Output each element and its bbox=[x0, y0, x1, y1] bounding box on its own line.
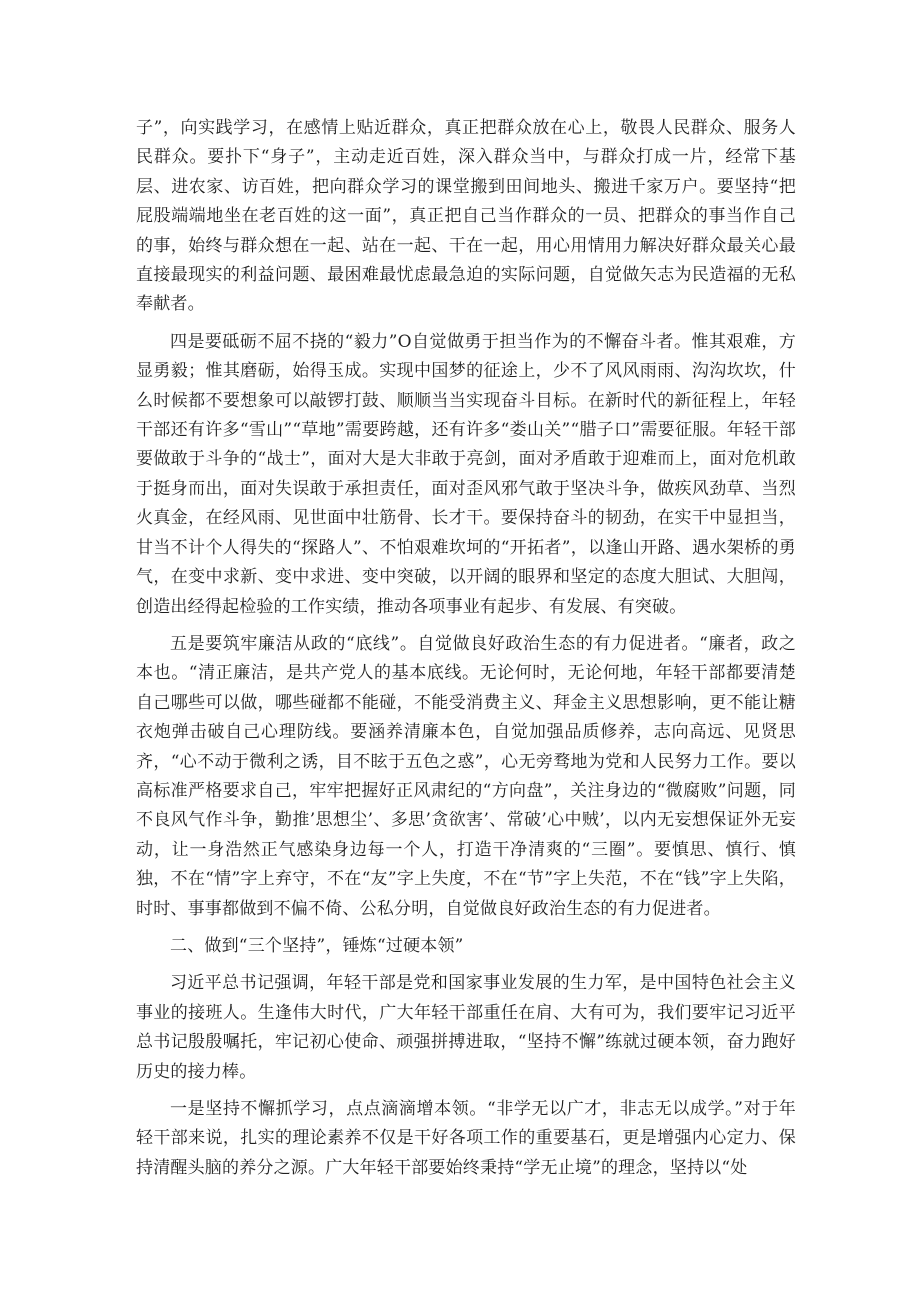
section-heading: 二、做到“三个坚持”，锤炼“过硬本领” bbox=[170, 935, 464, 956]
document-body bbox=[136, 114, 796, 1191]
paragraph-section-intro: 习近平总书记强调，年轻干部是党和国家事业发展的生力军，是中国特色社会主义事业的接班人。生逢伟大时代，广大年轻干部重任在肩、大有可为，我们要牢记习近平总书记殷殷嘱托，牢记初心使命、顽强拼搏进取，“坚持不懈”练就过硬本领，奋力跑好历史的接力棒。 bbox=[136, 973, 796, 1082]
paragraph-point-four: 四是要砥砺不屈不挠的“毅力”O自觉做勇于担当作为的不懈奋斗者。惟其艰难，方显勇毅；惟其磨砺，始得玉成。实现中国梦的征途上，少不了风风雨雨、沟沟坎坎，什么时候都不要想象可以敲锣打鼓、顺顺当当实现奋斗目标。在新时代的新征程上，年轻干部还有许多“雪山”“草地”需要跨越，还有许多“娄山关”“腊子口”需要征服。年轻干部要做敢于斗争的“战士”，面对大是大非敢于亮剑，面对矛盾敢于迎难而上，面对危机敢于挺身而出，面对失误敢于承担责任，面对歪风邪气敢于坚决斗争，做疾风劲草、当烈火真金，在经风雨、见世面中壮筋骨、长才干。要保持奋斗的韧劲，在实干中显担当，甘当不计个人得失的“探路人”、不怕艰难坎坷的“开拓者”，以逢山开路、遇水架桥的勇气，在变中求新、变中求进、变中突破，以开阔的眼界和坚定的态度大胆试、大胆闯，创造出经得起检验的工作实绩，推动各项事业有起步、有发展、有突破。 bbox=[136, 331, 796, 617]
paragraph-point-one: 一是坚持不懈抓学习，点点滴滴增本领。“非学无以广才，非志无以成学。”对于年轻干部来说，扎实的理论素养不仅是干好各项工作的重要基石，更是增强内心定力、保持清醒头脑的养分之源。广大年轻干部要始终秉持“学无止境”的理念，坚持以“处 bbox=[136, 1099, 796, 1178]
paragraph-continuation: 子”，向实践学习，在感情上贴近群众，真正把群众放在心上，敬畏人民群众、服务人民群众。要扑下“身子”，主动走近百姓，深入群众当中，与群众打成一片，经常下基层、进农家、访百姓，把向群众学习的课堂搬到田间地头、搬进千家万户。要坚持“把屁股端端地坐在老百姓的这一面”，真正把自己当作群众的一员、把群众的事当作自己的事，始终与群众想在一起、站在一起、干在一起，用心用情用力解决好群众最关心最直接最现实的利益问题、最困难最忧虑最急迫的实际问题，自觉做矢志为民造福的无私奉献者。 bbox=[136, 118, 796, 315]
paragraph-point-five: 五是要筑牢廉洁从政的“底线”。自觉做良好政治生态的有力促进者。“廉者，政之本也。“清正廉洁，是共产党人的基本底线。无论何时，无论何地，年轻干部都要清楚自己哪些可以做，哪些碰都不能碰，不能受消费主义、拜金主义思想影响，更不能让糖衣炮弹击破自己心理防线。要涵养清廉本色，自觉加强品质修养，志向高远、见贤思齐，“心不动于微利之诱，目不眩于五色之惑”，心无旁骛地为党和人民努力工作。要以高标准严格要求自己，牢牢把握好正风肃纪的“方向盘”，关注身边的“微腐败”问题，同不良风气作斗争，勤推’思想尘’、多思’贪欲害’、常破’心中贼’，以内无妄想保证外无妄动，让一身浩然正气感染身边每一个人，打造干净清爽的“三圈”。要慎思、慎行、慎独，不在“情”字上弃守，不在“友”字上失度，不在“节”字上失范，不在“钱”字上失陷，时时、事事都做到不偏不倚、公私分明，自觉做良好政治生态的有力促进者。 bbox=[136, 633, 796, 919]
